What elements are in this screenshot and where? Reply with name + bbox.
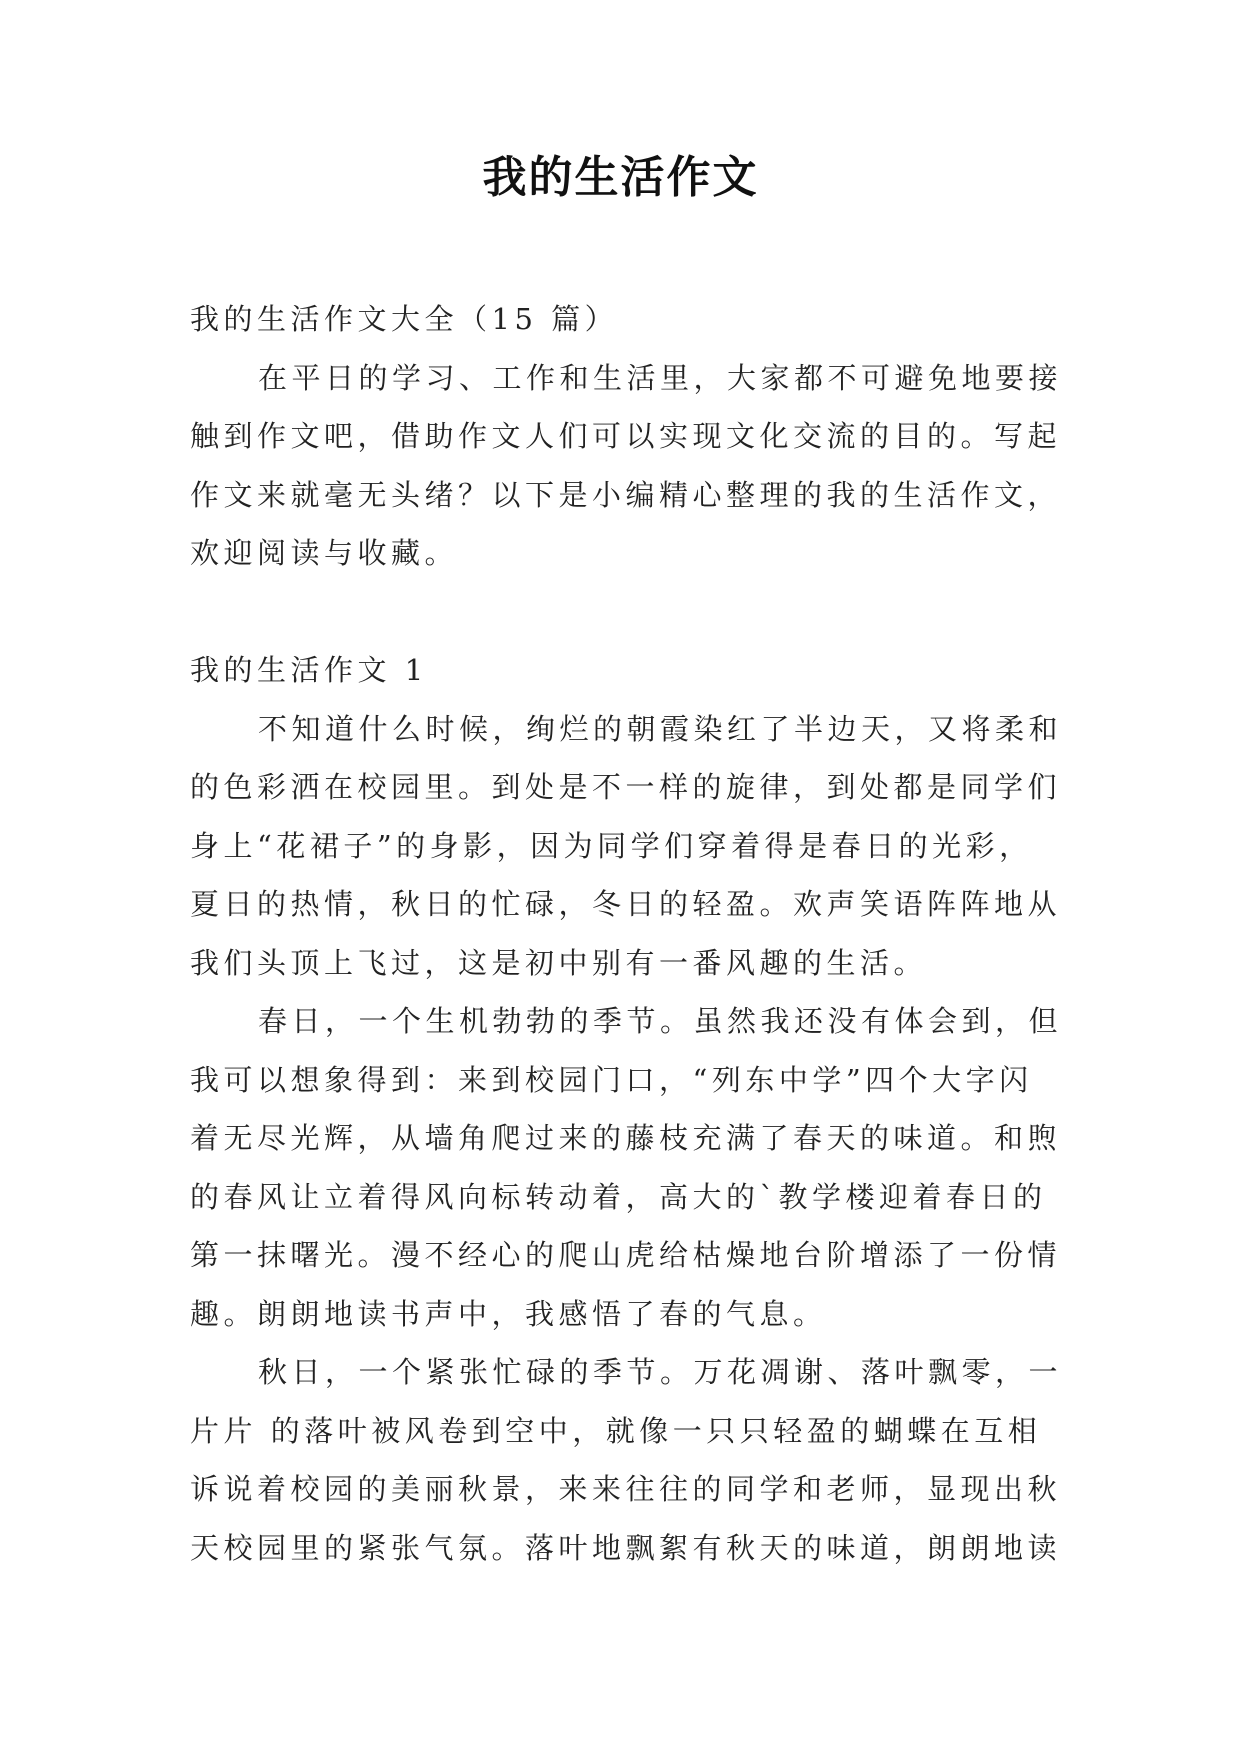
essay-paragraph-line: 秋日，一个紧张忙碌的季节。万花凋谢、落叶飘零，一 — [258, 1355, 1063, 1389]
intro-paragraph-line: 在平日的学习、工作和生活里，大家都不可避免地要接 — [258, 360, 1063, 395]
essay-paragraph-line: 天校园里的紧张气氛。落叶地飘絮有秋天的味道，朗朗地读 — [190, 1530, 1062, 1565]
essay-paragraph-line: 我可以想象得到：来到校园门口，“列东中学”四个大字闪 — [190, 1062, 1033, 1097]
essay-paragraph-line: 的春风让立着得风向标转动着，高大的`教学楼迎着春日的 — [190, 1179, 1047, 1214]
essay-paragraph-line: 趣。朗朗地读书声中，我感悟了春的气息。 — [190, 1296, 827, 1331]
document-title: 我的生活作文 — [482, 152, 759, 203]
document-body — [190, 290, 1063, 1577]
essay-paragraph-line: 片片 的落叶被风卷到空中，就像一只只轻盈的蝴蝶在互相 — [190, 1413, 1042, 1448]
essay-paragraph-line: 着无尽光辉，从墙角爬过来的藤枝充满了春天的味道。和煦 — [190, 1121, 1062, 1155]
essay-paragraph-line: 身上“花裙子”的身影，因为同学们穿着得是春日的光彩， — [190, 828, 1033, 863]
intro-paragraph-line: 作文来就毫无头绪？以下是小编精心整理的我的生活作文， — [190, 477, 1062, 512]
essay-heading: 我的生活作文 1 — [190, 653, 428, 687]
essay-paragraph-line: 诉说着校园的美丽秋景，来来往往的同学和老师，显现出秋 — [190, 1472, 1062, 1506]
essay-paragraph-line: 不知道什么时候，绚烂的朝霞染红了半边天，又将柔和 — [258, 711, 1063, 746]
intro-paragraph-line: 触到作文吧，借助作文人们可以实现文化交流的目的。写起 — [190, 419, 1062, 453]
essay-paragraph-line: 的色彩洒在校园里。到处是不一样的旋律，到处都是同学们 — [190, 770, 1062, 804]
essay-paragraph-line: 夏日的热情，秋日的忙碌，冬日的轻盈。欢声笑语阵阵地从 — [190, 887, 1062, 921]
collection-heading: 我的生活作文大全（15 篇） — [190, 302, 619, 336]
essay-paragraph-line: 春日，一个生机勃勃的季节。虽然我还没有体会到，但 — [258, 1004, 1063, 1038]
section-spacer — [190, 583, 1060, 642]
essay-paragraph-line: 我们头顶上飞过，这是初中别有一番风趣的生活。 — [190, 945, 928, 980]
essay-paragraph-line: 第一抹曙光。漫不经心的爬山虎给枯燥地台阶增添了一份情 — [190, 1238, 1062, 1272]
intro-paragraph-line: 欢迎阅读与收藏。 — [190, 536, 459, 570]
